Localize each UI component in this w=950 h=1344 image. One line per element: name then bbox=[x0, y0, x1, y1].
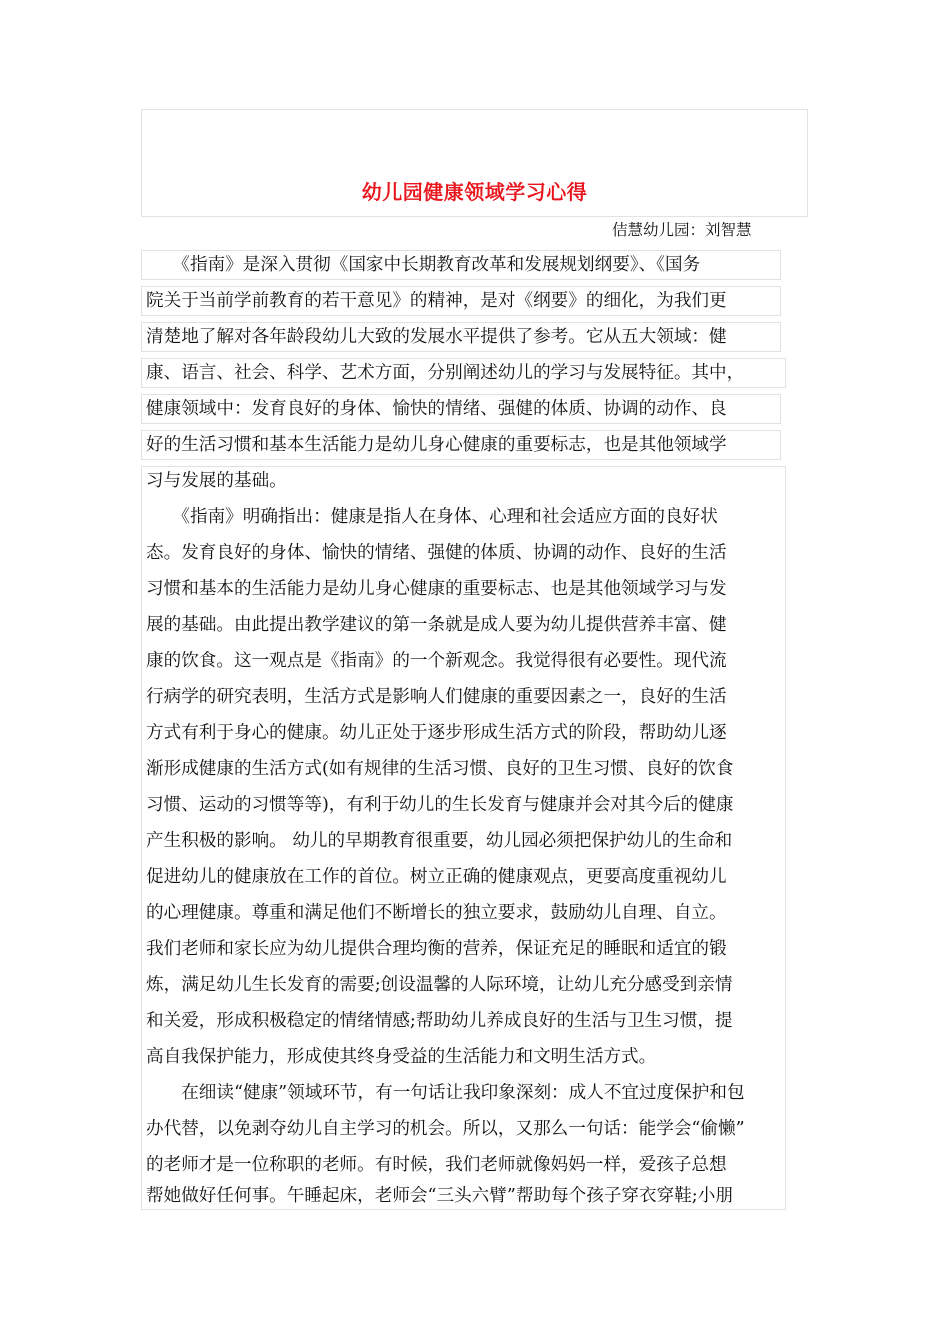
page-title: 幼儿园健康领域学习心得 bbox=[361, 180, 588, 204]
text-line: 在细读“健康”领域环节，有一句话让我印象深刻：成人不宜过度保护和包 bbox=[146, 1083, 745, 1103]
text-line: 《指南》是深入贯彻《国家中长期教育改革和发展规划纲要》、《国务 bbox=[146, 255, 701, 275]
text-line: 的老师才是一位称职的老师。有时候，我们老师就像妈妈一样，爱孩子总想 bbox=[146, 1155, 727, 1175]
text-line: 康的饮食。这一观点是《指南》的一个新观念。我觉得很有必要性。现代流 bbox=[146, 651, 727, 671]
text-line: 和关爱，形成积极稳定的情绪情感;帮助幼儿养成良好的生活与卫生习惯，提 bbox=[146, 1011, 733, 1031]
text-line: 清楚地了解对各年龄段幼儿大致的发展水平提供了参考。它从五大领域：健 bbox=[146, 327, 727, 347]
text-line: 《指南》明确指出：健康是指人在身体、心理和社会适应方面的良好状 bbox=[146, 507, 718, 527]
text-line: 办代替，以免剥夺幼儿自主学习的机会。所以，又那么一句话：能学会“偷懒” bbox=[146, 1119, 745, 1139]
text-line: 院关于当前学前教育的若干意见》的精神，是对《纲要》的细化，为我们更 bbox=[146, 291, 727, 311]
text-line: 展的基础。由此提出教学建议的第一条就是成人要为幼儿提供营养丰富、健 bbox=[146, 615, 727, 635]
text-line: 我们老师和家长应为幼儿提供合理均衡的营养，保证充足的睡眠和适宜的锻 bbox=[146, 939, 727, 959]
text-line: 习与发展的基础。 bbox=[146, 471, 287, 491]
text-line: 方式有利于身心的健康。幼儿正处于逐步形成生活方式的阶段，帮助幼儿逐 bbox=[146, 723, 727, 743]
text-line: 健康领域中：发育良好的身体、愉快的情绪、强健的体质、协调的动作、良 bbox=[146, 399, 727, 419]
text-line: 习惯和基本的生活能力是幼儿身心健康的重要标志、也是其他领域学习与发 bbox=[146, 579, 727, 599]
text-line: 好的生活习惯和基本生活能力是幼儿身心健康的重要标志，也是其他领域学 bbox=[146, 435, 727, 455]
text-line: 行病学的研究表明，生活方式是影响人们健康的重要因素之一，良好的生活 bbox=[146, 687, 727, 707]
text-line: 帮她做好任何事。午睡起床，老师会“三头六臂”帮助每个孩子穿衣穿鞋;小朋 bbox=[146, 1186, 733, 1206]
text-line: 高自我保护能力，形成使其终身受益的生活能力和文明生活方式。 bbox=[146, 1047, 657, 1067]
text-line: 炼，满足幼儿生长发育的需要;创设温馨的人际环境，让幼儿充分感受到亲情 bbox=[146, 975, 733, 995]
text-line: 产生积极的影响。 幼儿的早期教育很重要，幼儿园必须把保护幼儿的生命和 bbox=[146, 831, 733, 851]
text-line: 态。发育良好的身体、愉快的情绪、强健的体质、协调的动作、良好的生活 bbox=[146, 543, 727, 563]
title-box bbox=[141, 109, 808, 217]
author-line: 佶慧幼儿园：刘智慧 bbox=[612, 221, 752, 239]
text-line: 康、语言、社会、科学、艺术方面，分别阐述幼儿的学习与发展特征。其中， bbox=[146, 363, 745, 383]
text-line: 习惯、运动的习惯等等)，有利于幼儿的生长发育与健康并会对其今后的健康 bbox=[146, 795, 734, 815]
text-line: 的心理健康。尊重和满足他们不断增长的独立要求，鼓励幼儿自理、自立。 bbox=[146, 903, 727, 923]
text-line: 促进幼儿的健康放在工作的首位。树立正确的健康观点，更要高度重视幼儿 bbox=[146, 867, 727, 887]
text-line: 渐形成健康的生活方式(如有规律的生活习惯、良好的卫生习惯、良好的饮食 bbox=[146, 759, 734, 779]
